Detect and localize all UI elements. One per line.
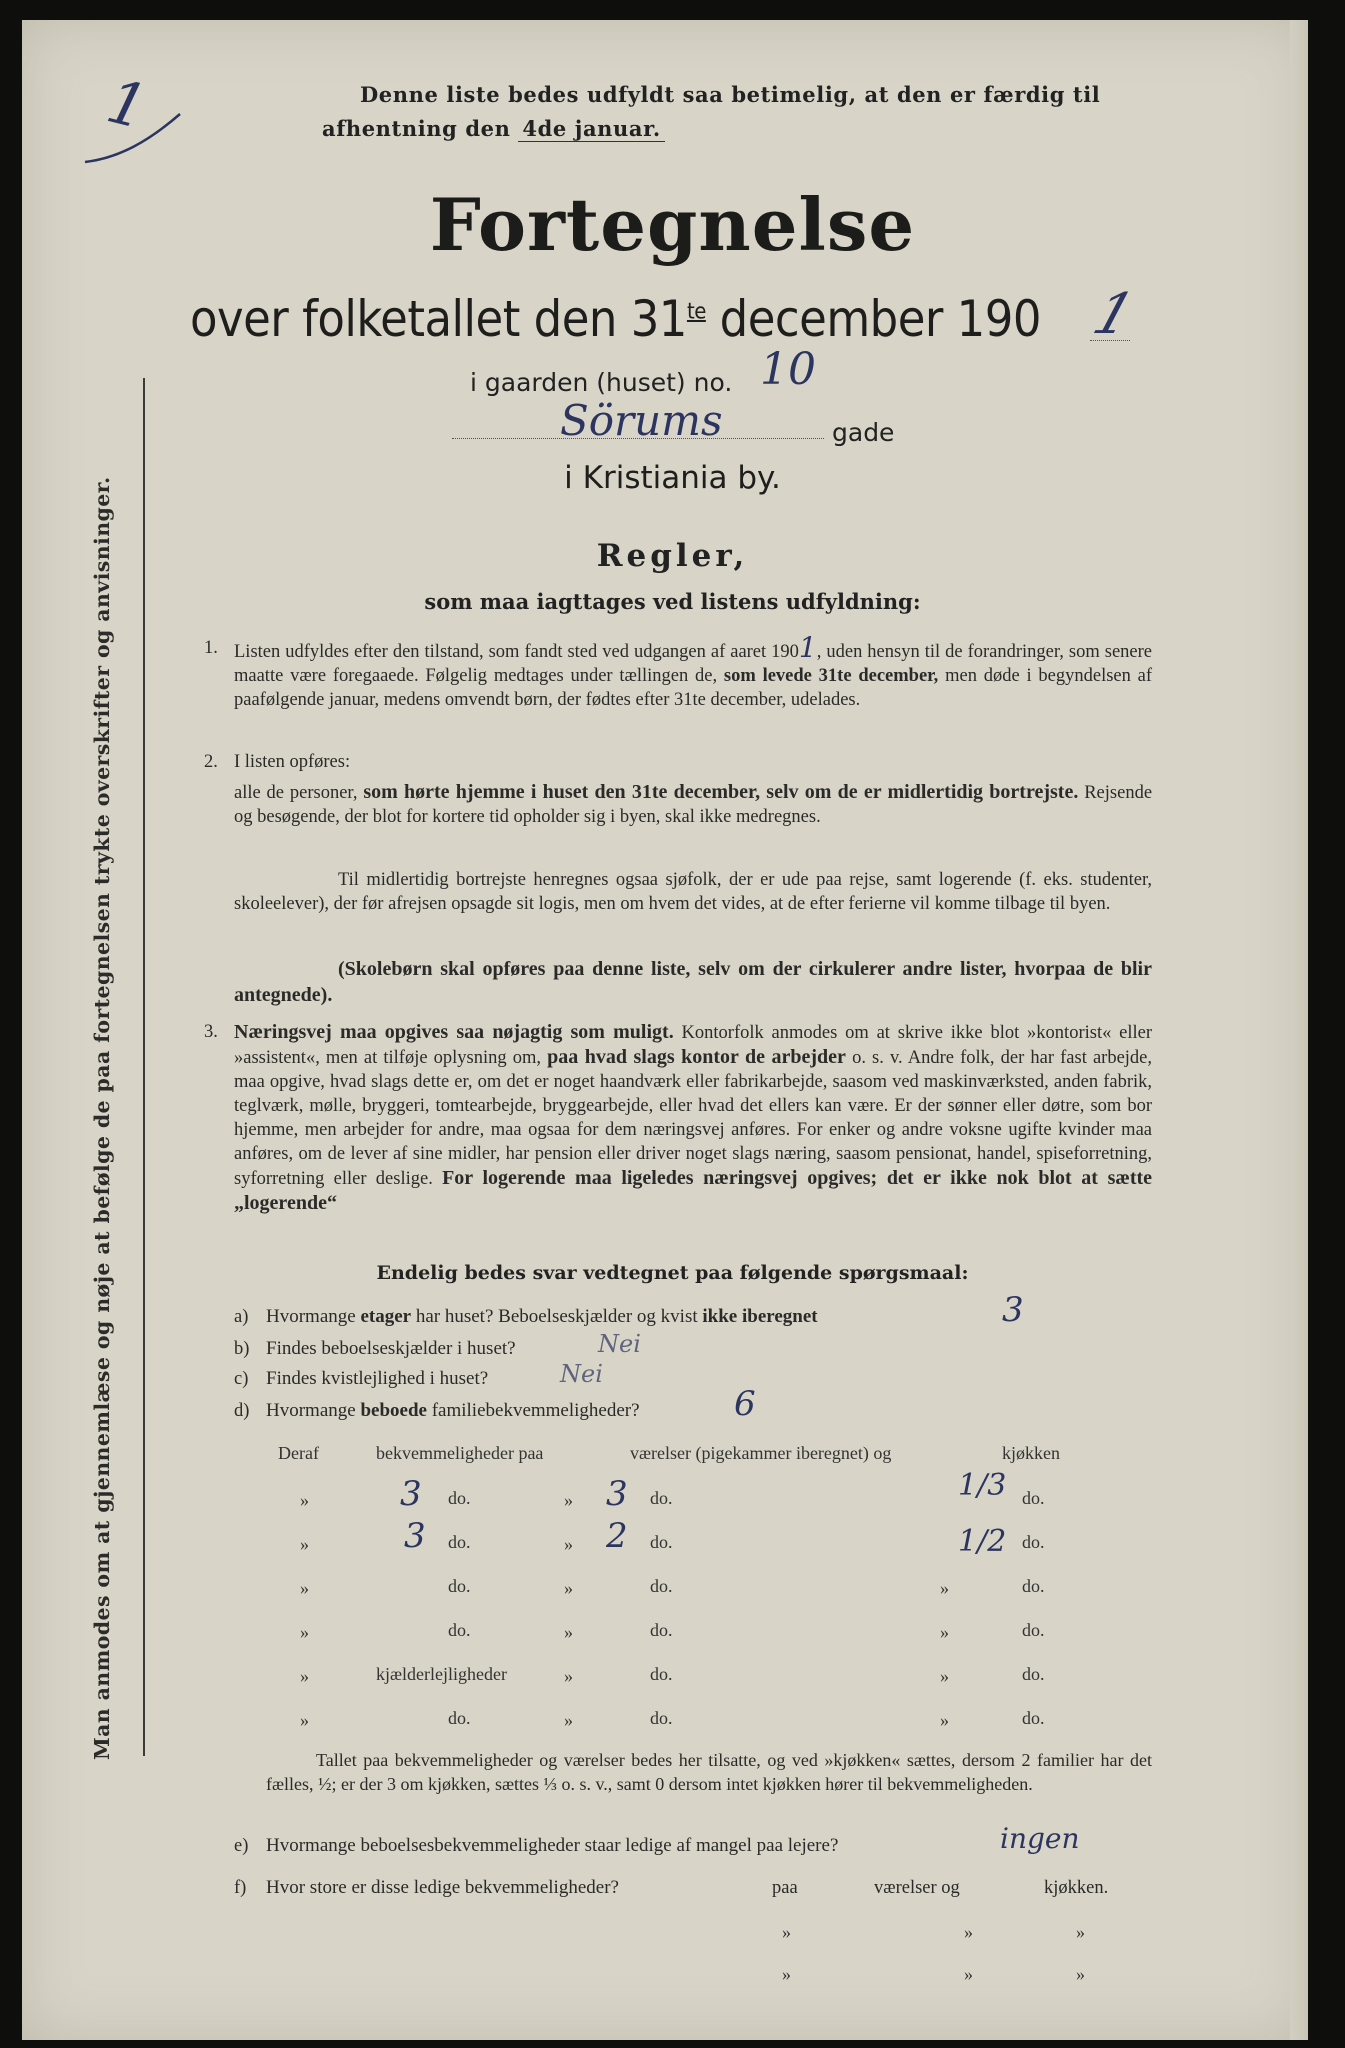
question-d-text-1: Hvormange xyxy=(266,1400,356,1421)
do-mark: do. xyxy=(650,1620,673,1640)
question-a-text-2: har huset? Beboelseskjælder og kvist xyxy=(415,1306,698,1327)
ditto-mark: » xyxy=(300,1578,309,1598)
ditto-mark: » xyxy=(564,1622,573,1642)
ditto-mark: » xyxy=(940,1578,949,1598)
ditto-mark: » xyxy=(300,1622,309,1642)
answer-a: 3 xyxy=(1002,1290,1024,1330)
do-mark: do. xyxy=(1022,1620,1045,1640)
note-paragraph: Tallet paa bekvemmeligheder og værelser bedes her tilsatte, og ved »kjøkken« sættes, dersom 2 familier har det fælles, ½; er der 3 om kjøkken, sættes ⅓ o. s. v., samt 0 dersom intet kjøkken hører til bekvemmeligheden. xyxy=(266,1750,1152,1794)
rules-subheading: som maa iagttages ved listens udfyldning: xyxy=(424,589,921,614)
subtitle-prefix: over folketallet den 31 xyxy=(190,290,687,348)
do-mark: do. xyxy=(650,1708,673,1728)
rule-3-bold-1: Næringsvej maa opgives saa nøjagtig som muligt. xyxy=(234,1021,674,1043)
question-b-label: b) xyxy=(234,1339,250,1359)
house-number: 10 xyxy=(760,344,816,395)
rule-1-part-a: Listen udfyldes efter den tilstand, som fandt sted ved udgangen af aaret 190 xyxy=(234,642,799,662)
question-f-paa: paa xyxy=(772,1878,798,1898)
table-header-deraf: Deraf xyxy=(278,1443,319,1463)
do-mark: do. xyxy=(1022,1708,1045,1728)
question-a xyxy=(266,1305,818,1329)
rule-2-paragraph-c: Til midlertidig bortrejste henregnes ogsaa sjøfolk, der er ude paa rejse, samt logerende (f. eks. studenter, skoleelever), der før afrejsen opsagde sit logis, men om hvem det vides, at de efter ferierne vil komme tilbage til byen. xyxy=(234,870,1152,914)
notice-line-1: Denne liste bedes udfyldt saa betimelig, at den er færdig til xyxy=(360,82,1101,107)
ditto-mark: » xyxy=(564,1666,573,1686)
question-a-bold-1: etager xyxy=(360,1306,412,1327)
question-f: Hvor store er disse ledige bekvemmeligheder? xyxy=(266,1877,619,1898)
do-mark: do. xyxy=(650,1488,673,1508)
subtitle-suffix: december 190 xyxy=(719,290,1042,348)
ditto-mark: » xyxy=(300,1534,309,1554)
rule-1-text xyxy=(234,631,1153,712)
ditto-mark: » xyxy=(564,1490,573,1510)
do-mark: do. xyxy=(650,1664,673,1684)
rule-3-part-b: o. s. v. Andre folk, der har fast arbejde, maa opgive, hvad slags dette er, om det er noget haandværk eller fabrikarbejde, saasom ved maskinværksted, anden fabrik, teglværk, mølle, bryggeri, tomtearbejde, bryggearbejde, eller hvad det ellers kan være. Er der sønner eller døtre, som bor hjemme, men arbejder for andre, maa ogsaa for dem næringsvej anføres. For enker og andre voksne ugifte kvinder maa anføres, om de lever af sine midler, har pension eller driver noget slags næring, saasom pensionat, handel, spiseforretning, syforretning eller deslige. xyxy=(234,1048,1153,1189)
ditto-mark: » xyxy=(564,1710,573,1730)
street-label: gade xyxy=(832,418,895,447)
rule-3-number: 3. xyxy=(204,1022,218,1042)
do-mark: do. xyxy=(448,1576,471,1596)
rule-3-bold-2: paa hvad slags kontor de arbejder xyxy=(547,1046,846,1068)
do-mark: do. xyxy=(448,1620,471,1640)
do-mark: do. xyxy=(1022,1664,1045,1684)
question-a-label: a) xyxy=(234,1307,249,1327)
question-f-vaerelser: værelser og xyxy=(874,1878,960,1898)
ditto-mark: » xyxy=(300,1666,309,1686)
question-e: Hvormange beboelsesbekvemmeligheder staar ledige af mangel paa lejere? xyxy=(266,1835,839,1856)
rule-1-bold: som levede 31te december, xyxy=(723,666,939,686)
ditto-mark: » xyxy=(940,1622,949,1642)
rule-3-bold-3: For logerende maa ligeledes næringsvej opgives; det er ikke nok blot at sætte „logerende“ xyxy=(234,1167,1153,1214)
question-d xyxy=(266,1399,640,1423)
notice-date: 4de januar. xyxy=(518,116,664,142)
rules-heading: Regler, xyxy=(596,538,749,574)
row-2-rooms: 2 xyxy=(606,1516,628,1556)
rule-2-text xyxy=(234,780,1152,829)
ditto-mark: » xyxy=(782,1964,791,1984)
row-2-count: 3 xyxy=(404,1516,426,1556)
do-mark: do. xyxy=(650,1532,673,1552)
do-mark: do. xyxy=(1022,1488,1045,1508)
rule-2-part-a: alle de personer, xyxy=(234,783,358,803)
answer-e: ingen xyxy=(1000,1822,1080,1855)
ditto-mark: » xyxy=(782,1922,791,1942)
handwritten-flourish xyxy=(80,100,190,170)
question-d-text-2: familiebekvemmeligheder? xyxy=(431,1400,640,1421)
ditto-mark: » xyxy=(300,1710,309,1730)
rule-1-part-c: men døde i begyndelsen af paafølgende januar, medens omvendt børn, der fødtes efter 31te december, udelades. xyxy=(234,666,1153,710)
page-edge xyxy=(1290,20,1308,2040)
table-header-kjokken: kjøkken xyxy=(1002,1443,1060,1463)
ditto-mark: » xyxy=(964,1922,973,1942)
rule-3-text xyxy=(234,1020,1152,1216)
city: i Kristiania by. xyxy=(564,460,781,496)
rule-1-year-fill: 1 xyxy=(798,631,817,664)
page-title: Fortegnelse xyxy=(429,182,916,267)
rule-1-part-b: , uden hensyn til de forandringer, som senere maatte være foregaaede. Følgelig medtages under tællingen de, xyxy=(234,642,1152,686)
question-f-label: f) xyxy=(234,1878,247,1898)
rule-2-intro: I listen opføres: xyxy=(234,752,351,772)
rule-2-part-b: Rejsende og besøgende, der blot for kortere tid opholder sig i byen, skal ikke medregnes. xyxy=(234,783,1153,827)
rule-2-bold: som hørte hjemme i huset den 31te december, selv om de er midlertidig bortrejste. xyxy=(363,781,1079,803)
rule-2-paragraph-d: (Skolebørn skal opføres paa denne liste, selv om der cirkulerer andre lister, hvorpaa de blir antegnede). xyxy=(234,958,1152,1006)
question-c-label: c) xyxy=(234,1369,249,1389)
table-header-bekv: bekvemmeligheder paa xyxy=(376,1443,544,1463)
answer-c: Nei xyxy=(560,1360,603,1388)
rule-2-number: 2. xyxy=(204,752,218,772)
basement-apartments-label: kjælderlejligheder xyxy=(376,1664,507,1684)
handwritten-list-number: 1 xyxy=(100,66,155,144)
notice-line-2 xyxy=(322,116,665,141)
questions-heading: Endelig bedes svar vedtegnet paa følgende spørgsmaal: xyxy=(376,1262,969,1284)
do-mark: do. xyxy=(1022,1532,1045,1552)
answer-b: Nei xyxy=(598,1330,641,1358)
ditto-mark: » xyxy=(564,1534,573,1554)
subtitle xyxy=(190,290,1041,348)
do-mark: do. xyxy=(448,1532,471,1552)
row-1-count: 3 xyxy=(400,1474,422,1514)
row-1-rooms: 3 xyxy=(606,1474,628,1514)
ditto-mark: » xyxy=(940,1710,949,1730)
side-instruction: Man anmodes om at gjennemlæse og nøje at befølge de paa fortegnelsen trykte overskrifter og anvisninger. xyxy=(90,476,114,1760)
year-underline xyxy=(1090,340,1130,341)
street-name: Sörums xyxy=(560,396,723,445)
ditto-mark: » xyxy=(940,1666,949,1686)
question-a-bold-2: ikke iberegnet xyxy=(702,1306,818,1327)
side-rule xyxy=(143,378,145,1756)
table-header-vaerelser: værelser (pigekammer iberegnet) og xyxy=(630,1443,892,1463)
rule-3-part-a: Kontorfolk anmodes om at skrive ikke blot »kontorist« eller »assistent«, men at tilføje oplysning om, xyxy=(234,1023,1153,1068)
ditto-mark: » xyxy=(1076,1922,1085,1942)
do-mark: do. xyxy=(448,1708,471,1728)
row-2-kitchen: 1/2 xyxy=(958,1524,1007,1559)
ditto-mark: » xyxy=(964,1964,973,1984)
ditto-mark: » xyxy=(564,1578,573,1598)
question-d-label: d) xyxy=(234,1401,250,1421)
rule-1-number: 1. xyxy=(204,638,218,658)
year-fill: 1 xyxy=(1085,282,1143,347)
subtitle-superscript: te xyxy=(686,299,706,325)
house-label: i gaarden (huset) no. xyxy=(470,368,733,397)
do-mark: do. xyxy=(448,1488,471,1508)
question-f-kjokken: kjøkken. xyxy=(1044,1878,1109,1898)
row-1-kitchen: 1/3 xyxy=(958,1468,1007,1503)
ditto-mark: » xyxy=(1076,1964,1085,1984)
question-a-text-1: Hvormange xyxy=(266,1306,356,1327)
question-c: Findes kvistlejlighed i huset? xyxy=(266,1368,489,1389)
question-b: Findes beboelseskjælder i huset? xyxy=(266,1338,516,1359)
do-mark: do. xyxy=(1022,1576,1045,1596)
question-e-label: e) xyxy=(234,1836,249,1856)
ditto-mark: » xyxy=(300,1490,309,1510)
do-mark: do. xyxy=(650,1576,673,1596)
question-d-bold: beboede xyxy=(360,1400,427,1421)
notice-prefix: afhentning den xyxy=(322,116,511,141)
answer-d: 6 xyxy=(734,1384,756,1424)
